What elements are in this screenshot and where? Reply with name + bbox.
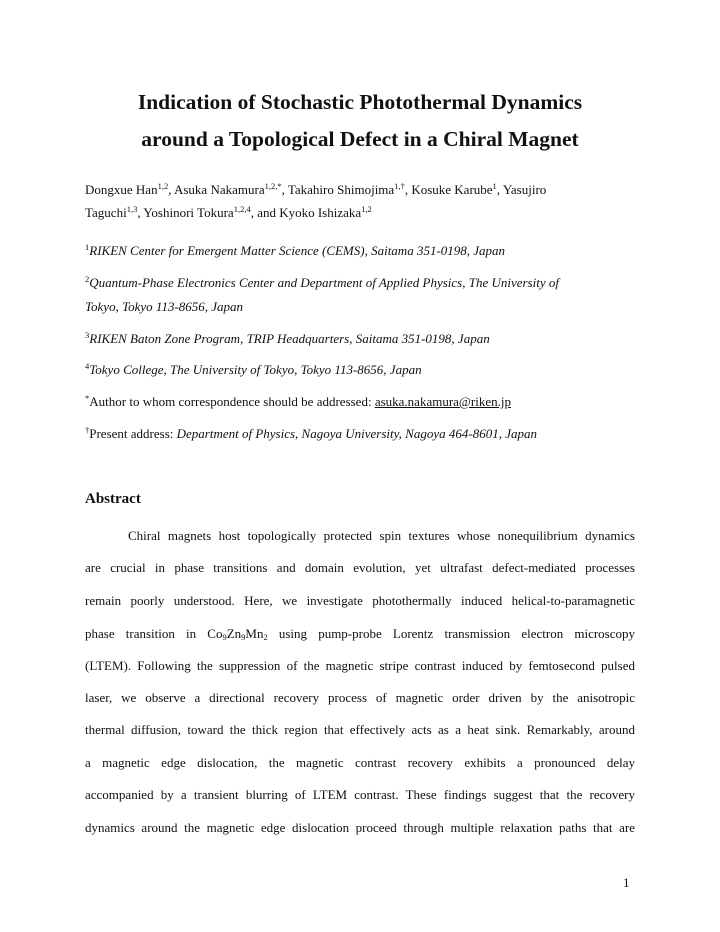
abstract-line [85, 625, 635, 643]
abstract-line: dynamics around the magnetic edge dislocation proceed through multiple relaxation paths that are [85, 820, 635, 835]
author-name: , Yoshinori Tokura [137, 205, 234, 220]
abstract-heading: Abstract [85, 491, 141, 507]
email-link[interactable]: asuka.nakamura@riken.jp [374, 394, 511, 409]
affiliation-text: Quantum-Phase Electronics Center and Department of Applied Physics, The University of [89, 275, 559, 290]
affiliation-2 [85, 274, 635, 292]
affiliation-4 [85, 361, 635, 379]
formula-text: Zn [226, 626, 242, 641]
author-line-1 [85, 181, 635, 199]
affiliation-sup: 4 [85, 361, 90, 371]
author-sup: 1,2,4 [233, 204, 251, 214]
author-sup: 1,2 [157, 181, 169, 191]
abstract-line: laser, we observe a directional recovery process of magnetic order driven by the anisotropic [85, 690, 635, 705]
author-name: , Kosuke Karube [404, 182, 493, 197]
formula-text: phase transition in Co [85, 626, 223, 641]
affiliation-2-cont [85, 298, 635, 316]
author-name: , Takahiro Shimojima [281, 182, 395, 197]
formula-text: using pump-probe Lorentz transmission electron microscopy [267, 626, 635, 641]
abstract-line: (LTEM). Following the suppression of the magnetic stripe contrast induced by femtosecond pulsed [85, 658, 635, 673]
present-address-label: Present address: [89, 426, 177, 441]
subscript: 9 [222, 632, 227, 642]
affiliation-3 [85, 330, 635, 348]
title-line-1: Indication of Stochastic Photothermal Dynamics [137, 90, 583, 114]
present-address-text: Department of Physics, Nagoya University, Nagoya 464-8601, Japan [176, 426, 537, 441]
subscript: 2 [263, 632, 268, 642]
affiliation-text: RIKEN Baton Zone Program, TRIP Headquarters, Saitama 351-0198, Japan [89, 331, 490, 346]
affiliation-sup: 3 [85, 330, 90, 340]
affiliation-sup: 2 [85, 274, 90, 284]
author-sup: 1,2 [361, 204, 372, 214]
page-number: 1 [623, 875, 630, 890]
author-sup: 1,† [394, 181, 405, 191]
author-name: , Asuka Nakamura [168, 182, 265, 197]
abstract-line: accompanied by a transient blurring of LTEM contrast. These findings suggest that the recovery [85, 787, 635, 802]
author-name: Taguchi [85, 205, 127, 220]
abstract-line: Chiral magnets host topologically protected spin textures whose nonequilibrium dynamics [128, 528, 635, 543]
abstract-line: thermal diffusion, toward the thick region that effectively acts as a heat sink. Remarkably, around [85, 722, 635, 737]
author-sup: 1,3 [126, 204, 138, 214]
author-line-2 [85, 204, 635, 222]
author-name: , Yasujiro [496, 182, 547, 197]
author-name: , and Kyoko Ishizaka [250, 205, 362, 220]
abstract-line: remain poorly understood. Here, we investigate photothermally induced helical-to-paramagnetic [85, 593, 635, 608]
correspondence-text: Author to whom correspondence should be addressed: [89, 394, 375, 409]
present-address-line [85, 425, 635, 443]
affiliation-1 [85, 242, 635, 260]
affiliation-text: Tokyo College, The University of Tokyo, Tokyo 113-8656, Japan [89, 362, 422, 377]
correspondence-line [85, 393, 635, 411]
formula-text: Mn [245, 626, 264, 641]
abstract-line: a magnetic edge dislocation, the magnetic contrast recovery exhibits a pronounced delay [85, 755, 635, 770]
author-name: Dongxue Han [85, 182, 158, 197]
affiliation-sup: 1 [85, 242, 90, 252]
present-address-sup: † [85, 425, 90, 435]
author-sup: 1 [492, 181, 497, 191]
affiliation-text: RIKEN Center for Emergent Matter Science (CEMS), Saitama 351-0198, Japan [89, 243, 506, 258]
correspondence-sup: * [85, 393, 90, 403]
subscript: 9 [241, 632, 246, 642]
affiliation-text: Tokyo, Tokyo 113-8656, Japan [85, 299, 244, 314]
author-sup: 1,2,* [264, 181, 282, 191]
abstract-line: are crucial in phase transitions and domain evolution, yet ultrafast defect-mediated processes [85, 560, 635, 575]
title-line-2: around a Topological Defect in a Chiral Magnet [141, 127, 579, 151]
